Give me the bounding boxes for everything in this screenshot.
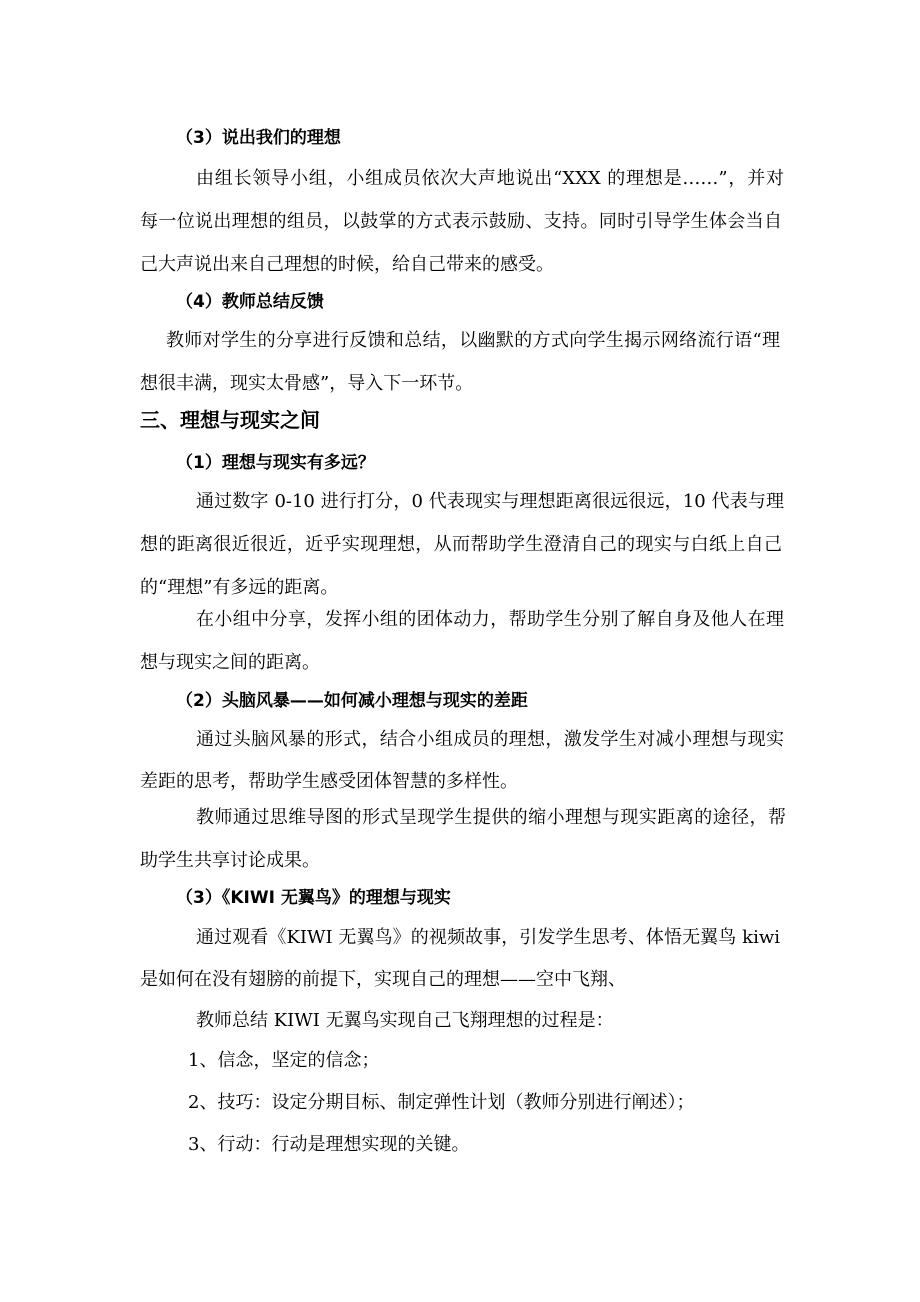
list-item: 1、信念，坚定的信念；: [188, 1050, 380, 1071]
paragraph-line: 每一位说出理想的组员，以鼓掌的方式表示鼓励、支持。同时引导学生体会当自: [140, 211, 782, 232]
paragraph-line: 想很丰满，现实太骨感”，导入下一环节。: [140, 373, 474, 394]
list-item: 2、技巧：设定分期目标、制定弹性计划（教师分别进行阐述）；: [188, 1092, 695, 1113]
subheading-brainstorm: （2）头脑风暴——如何减小理想与现实的差距: [176, 691, 528, 711]
paragraph-line: 的“理想”有多远的距离。: [140, 577, 339, 598]
paragraph-line: 在小组中分享，发挥小组的团体动力，帮助学生分别了解自身及他人在理: [196, 609, 784, 630]
subheading-distance: （1）理想与现实有多远？: [176, 453, 375, 473]
subheading-kiwi: （3）《KIWI 无翼鸟》的理想与现实: [176, 888, 451, 908]
paragraph-line: 教师通过思维导图的形式呈现学生提供的缩小理想与现实距离的途径，帮: [196, 807, 786, 828]
paragraph-line: 教师总结 KIWI 无翼鸟实现自己飞翔理想的过程是：: [196, 1010, 614, 1031]
list-item: 3、行动：行动是理想实现的关键。: [188, 1134, 470, 1155]
paragraph-line: 助学生共享讨论成果。: [140, 850, 320, 871]
paragraph-line: 想的距离很近很近，近乎实现理想，从而帮助学生澄清自己的现实与白纸上自己: [140, 534, 782, 555]
paragraph-line: 是如何在没有翅膀的前提下，实现自己的理想——空中飞翔、: [140, 969, 626, 990]
subheading-teacher-feedback: （4）教师总结反馈: [176, 292, 324, 312]
paragraph-line: 通过头脑风暴的形式，结合小组成员的理想，激发学生对减小理想与现实: [196, 729, 784, 750]
paragraph-line: 通过观看《KIWI 无翼鸟》的视频故事，引发学生思考、体悟无翼鸟 kiwi: [196, 927, 780, 948]
paragraph-line: 由组长领导小组，小组成员依次大声地说出“XXX 的理想是……”，并对: [196, 168, 784, 189]
paragraph-line: 教师对学生的分享进行反馈和总结，以幽默的方式向学生揭示网络流行语“理: [166, 330, 780, 351]
subheading-share-ideals: （3）说出我们的理想: [176, 128, 341, 148]
paragraph-line: 己大声说出来自己理想的时候，给自己带来的感受。: [140, 254, 554, 275]
paragraph-line: 差距的思考，帮助学生感受团体智慧的多样性。: [140, 771, 518, 792]
section-heading: 三、理想与现实之间: [140, 408, 320, 432]
paragraph-line: 想与现实之间的距离。: [140, 652, 320, 673]
paragraph-line: 通过数字 0-10 进行打分，0 代表现实与理想距离很远很远，10 代表与理: [196, 491, 784, 512]
